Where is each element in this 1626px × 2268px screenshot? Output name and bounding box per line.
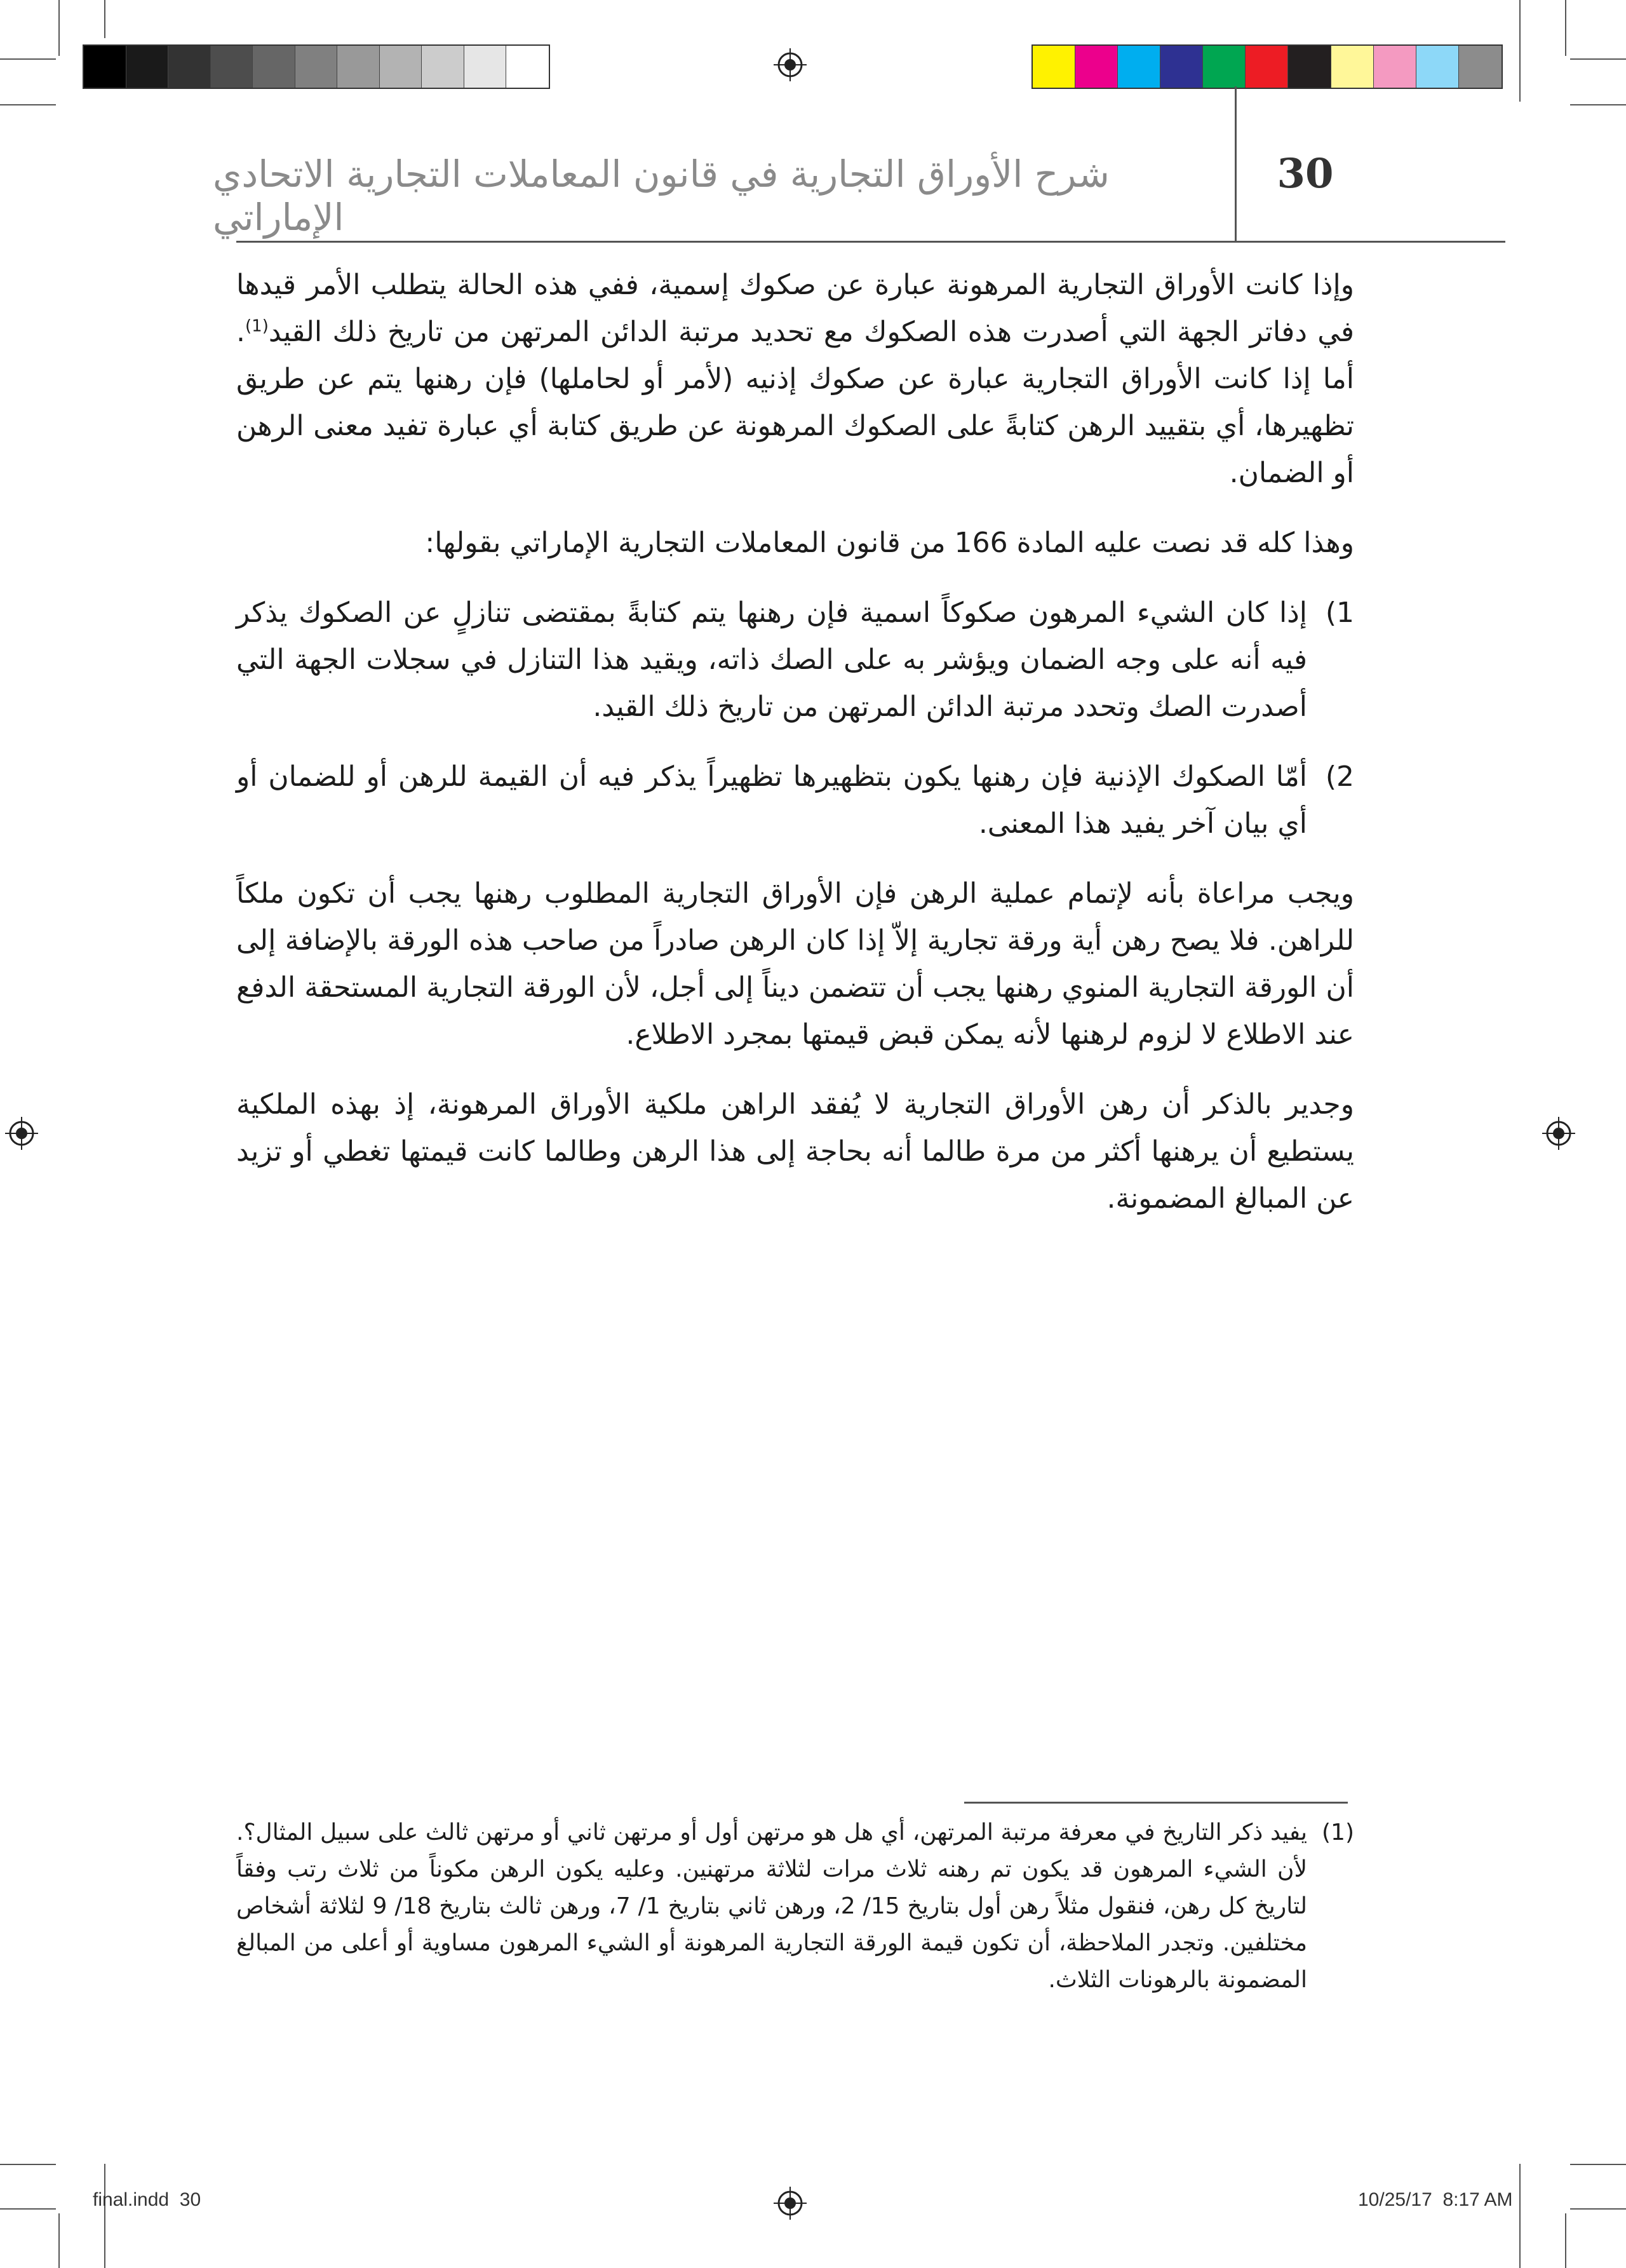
paragraph: وهذا كله قد نصت عليه المادة 166 من قانون المعاملات التجارية الإماراتي بقولها:: [425, 527, 1354, 559]
calibration-swatch: [1033, 46, 1075, 88]
paragraph: وجدير بالذكر أن رهن الأوراق التجارية لا يُفقد الراهن ملكية الأوراق المرهونة، إذ بهذه الملكية يستطيع أن يرهنها أكثر من مرة طالما أنه بحاجة إلى هذا الرهن وطالما كانت قيمتها تغطي أو تزيد عن المبالغ المضمونة.: [236, 1088, 1354, 1215]
slug-date-info: 10/25/17 8:17 AM: [1358, 2189, 1513, 2210]
calibration-swatch: [1160, 46, 1203, 88]
list-item-number: 1): [1325, 597, 1354, 629]
calibration-swatch: [1203, 46, 1246, 88]
registration-mark-icon: [774, 2187, 807, 2220]
calibration-swatch: [1459, 46, 1502, 88]
page-number: 30: [1277, 150, 1334, 198]
calibration-swatch: [1288, 46, 1331, 88]
paragraph: ويجب مراعاة بأنه لإتمام عملية الرهن فإن الأوراق التجارية المطلوب رهنها يجب أن تكون ملكاً للراهن. فلا يصح رهن أية ورقة تجارية إلاّ إذا كان الرهن صادراً من صاحب هذه الورقة بالإضافة إلى أن الورقة التجارية المنوي رهنها يجب أن تتضمن ديناً إلى أجل، لأن الورقة التجارية المستحقة الدفع عند الاطلاع لا لزوم لرهنها لأنه يمكن قبض قيمتها بمجرد الاطلاع.: [236, 877, 1354, 1051]
list-item: [236, 590, 1354, 731]
footnote-reference[interactable]: (1): [245, 316, 269, 336]
registration-mark-icon: [1542, 1117, 1575, 1150]
list-item: [236, 753, 1354, 847]
running-title: شرح الأوراق التجارية في قانون المعاملات التجارية الاتحادي الإماراتي: [213, 152, 1110, 239]
footnote-rule: [964, 1802, 1348, 1804]
calibration-swatch: [253, 46, 295, 88]
list-item-text: إذا كان الشيء المرهون صكوكاً اسمية فإن رهنها يتم كتابةً بمقتضى تنازلٍ عن الصكوك يذكر فيه أنه على وجه الضمان ويؤشر به على الصك ذاته، ويقيد هذا التنازل في سجلات الجهة التي أصدرت الصك وتحدد مرتبة الدائن المرتهن من تاريخ ذلك القيد.: [236, 597, 1307, 723]
calibration-swatch: [464, 46, 507, 88]
calibration-swatch: [1374, 46, 1416, 88]
calibration-swatch: [295, 46, 338, 88]
body-text: [236, 262, 1354, 1245]
list-item-number: 2): [1325, 760, 1354, 793]
header-divider: [1235, 86, 1237, 241]
calibration-swatch: [1331, 46, 1374, 88]
calibration-swatch: [1416, 46, 1459, 88]
calibration-swatch: [84, 46, 126, 88]
calibration-swatch: [337, 46, 380, 88]
registration-mark-icon: [5, 1117, 38, 1150]
calibration-swatch: [1118, 46, 1160, 88]
color-calibration-strip: [1031, 44, 1503, 89]
footnote-number: (1): [1322, 1819, 1354, 1846]
registration-mark-icon: [774, 48, 807, 81]
paragraph: وإذا كانت الأوراق التجارية المرهونة عبارة عن صكوك إسمية، ففي هذه الحالة يتطلب الأمر قيدها في دفاتر الجهة التي أصدرت هذه الصكوك مع تحديد مرتبة الدائن المرتهن من تاريخ ذلك القيد$^{(1)}$. أما إذا كانت الأوراق التجارية عبارة عن صكوك إذنيه (لأمر أو لحاملها) فإن رهنها يتم عن طريق تظهيرها، أي بتقييد الرهن كتابةً على الصكوك المرهونة عن طريق كتابة أي عبارة تفيد معنى الرهن أو الضمان.: [236, 269, 1354, 489]
grayscale-calibration-strip: [83, 44, 550, 89]
calibration-swatch: [422, 46, 464, 88]
footnote-text: يفيد ذكر التاريخ في معرفة مرتبة المرتهن، أي هل هو مرتهن أول أو مرتهن ثاني أو مرتهن ثالث على سبيل المثال؟. لأن الشيء المرهون قد يكون تم رهنه ثلاث مرات لثلاثة مرتهنين. وعليه يكون الرهن مكوناً من ثلاث رتب وفقاً لتاريخ كل رهن، فنقول مثلاً رهن أول بتاريخ 15/ 2، ورهن ثاني بتاريخ 1/ 7، ورهن ثالث بتاريخ 18/ 9 لثلاثة أشخاص مختلفين. وتجدر الملاحظة، أن تكون قيمة الورقة التجارية المرهونة أو الشيء المرهون مساوية أو أعلى من المبالغ المضمونة بالرهونات الثلاث.: [236, 1819, 1307, 1993]
calibration-swatch: [1246, 46, 1288, 88]
calibration-swatch: [168, 46, 211, 88]
slug-file-info: final.indd 30: [93, 2189, 201, 2210]
calibration-swatch: [506, 46, 549, 88]
calibration-swatch: [380, 46, 422, 88]
calibration-swatch: [126, 46, 169, 88]
footnote: [236, 1814, 1354, 1999]
list-item-text: أمّا الصكوك الإذنية فإن رهنها يكون بتظهيرها تظهيراً يذكر فيه أن القيمة للرهن أو للضمان أو أي بيان آخر يفيد هذا المعنى.: [236, 760, 1307, 840]
header-rule: [236, 241, 1505, 243]
calibration-swatch: [1075, 46, 1118, 88]
calibration-swatch: [211, 46, 253, 88]
